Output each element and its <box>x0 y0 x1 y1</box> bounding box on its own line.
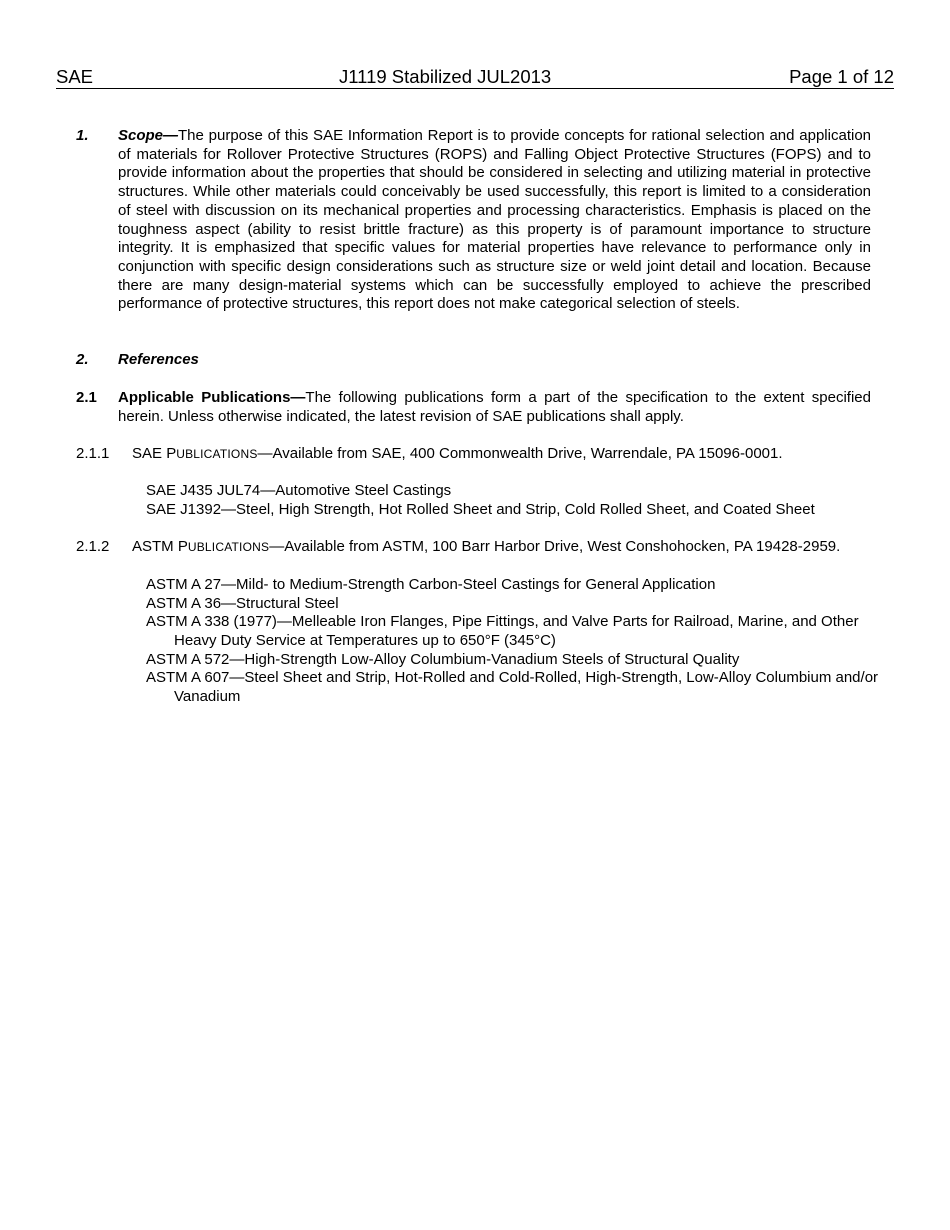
reference-item: ASTM A 572—High-Strength Low-Alloy Columbium-Vanadium Steels of Structural Quality <box>146 651 740 668</box>
section-1-title: Scope— <box>118 127 179 144</box>
section-2-1-2-org: ASTM <box>132 538 178 555</box>
section-2-1-title: Applicable Publications— <box>118 389 306 406</box>
section-1-number: 1. <box>76 127 89 144</box>
section-1-text: The purpose of this SAE Information Report is to provide concepts for rational selection and application of materials for Rollover Protective Structures (ROPS) and Falling Object Protective Structures (FOPS) and to provide information about the properties that should be considered in selecting and utilizing material in protective structures. While other materials could conceivably be used successfully, this report is limited to a consideration of steel with discussion on its mechanical properties and processing characteristics. Emphasis is placed on the toughness aspect (ability to resist brittle fracture) as this property is of paramount importance to structure integrity. It is emphasized that specific values for material properties have relevance to performance only in conjunction with specific design considerations such as structure size or weld joint detail and location. Because there are many design-material systems which can be successfully employed to achieve the prescribed performance of protective structures, this report does not make categorical selection of steels. <box>118 127 871 313</box>
section-2-1-1-text: —Available from SAE, 400 Commonwealth Drive, Warrendale, PA 15096-0001. <box>257 445 783 462</box>
reference-item: ASTM A 36—Structural Steel <box>146 595 339 612</box>
reference-item: ASTM A 338 (1977)—Melleable Iron Flanges, Pipe Fittings, and Valve Parts for Railroad, Marine, and Other Heavy Duty Service at Temperatures up to 650°F (345°C) <box>146 613 859 649</box>
section-2-1-text: The following publications form a part of the specification to the extent specified herein. Unless otherwise indicated, the latest revision of SAE publications shall apply. <box>118 389 871 425</box>
section-2-1-2-title-first: P <box>177 538 188 555</box>
header-org: SAE <box>56 66 94 87</box>
header-doc-id: J1119 Stabilized JUL2013 <box>339 66 552 87</box>
reference-item: SAE J435 JUL74—Automotive Steel Castings <box>146 482 452 499</box>
section-2-1-1-title-first: P <box>166 445 177 462</box>
section-2-1-1-heading <box>132 445 872 464</box>
section-2-1 <box>118 389 871 426</box>
reference-item: ASTM A 607—Steel Sheet and Strip, Hot-Rolled and Cold-Rolled, High-Strength, Low-Alloy Columbium and/or Vanadium <box>146 669 879 705</box>
section-2-1-2-title-rest: UBLICATIONS <box>187 540 270 554</box>
section-1-scope <box>118 127 871 314</box>
section-2-1-1-number: 2.1.1 <box>76 445 110 462</box>
section-2-title: References <box>118 351 199 368</box>
page-header <box>56 66 894 89</box>
section-2-1-2-number: 2.1.2 <box>76 538 110 555</box>
section-2-number: 2. <box>76 351 89 368</box>
section-2-1-2-text: —Available from ASTM, 100 Barr Harbor Drive, West Conshohocken, PA 19428-2959. <box>269 538 841 555</box>
reference-item: SAE J1392—Steel, High Strength, Hot Rolled Sheet and Strip, Cold Rolled Sheet, and Coated Sheet <box>146 501 815 518</box>
section-2-1-1-org: SAE <box>132 445 167 462</box>
section-2-1-1-title-rest: UBLICATIONS <box>176 447 258 461</box>
section-2-1-2-heading <box>132 538 892 557</box>
reference-item: ASTM A 27—Mild- to Medium-Strength Carbon-Steel Castings for General Application <box>146 576 716 593</box>
section-2-1-number: 2.1 <box>76 389 97 406</box>
header-page-number: Page 1 of 12 <box>789 66 894 87</box>
